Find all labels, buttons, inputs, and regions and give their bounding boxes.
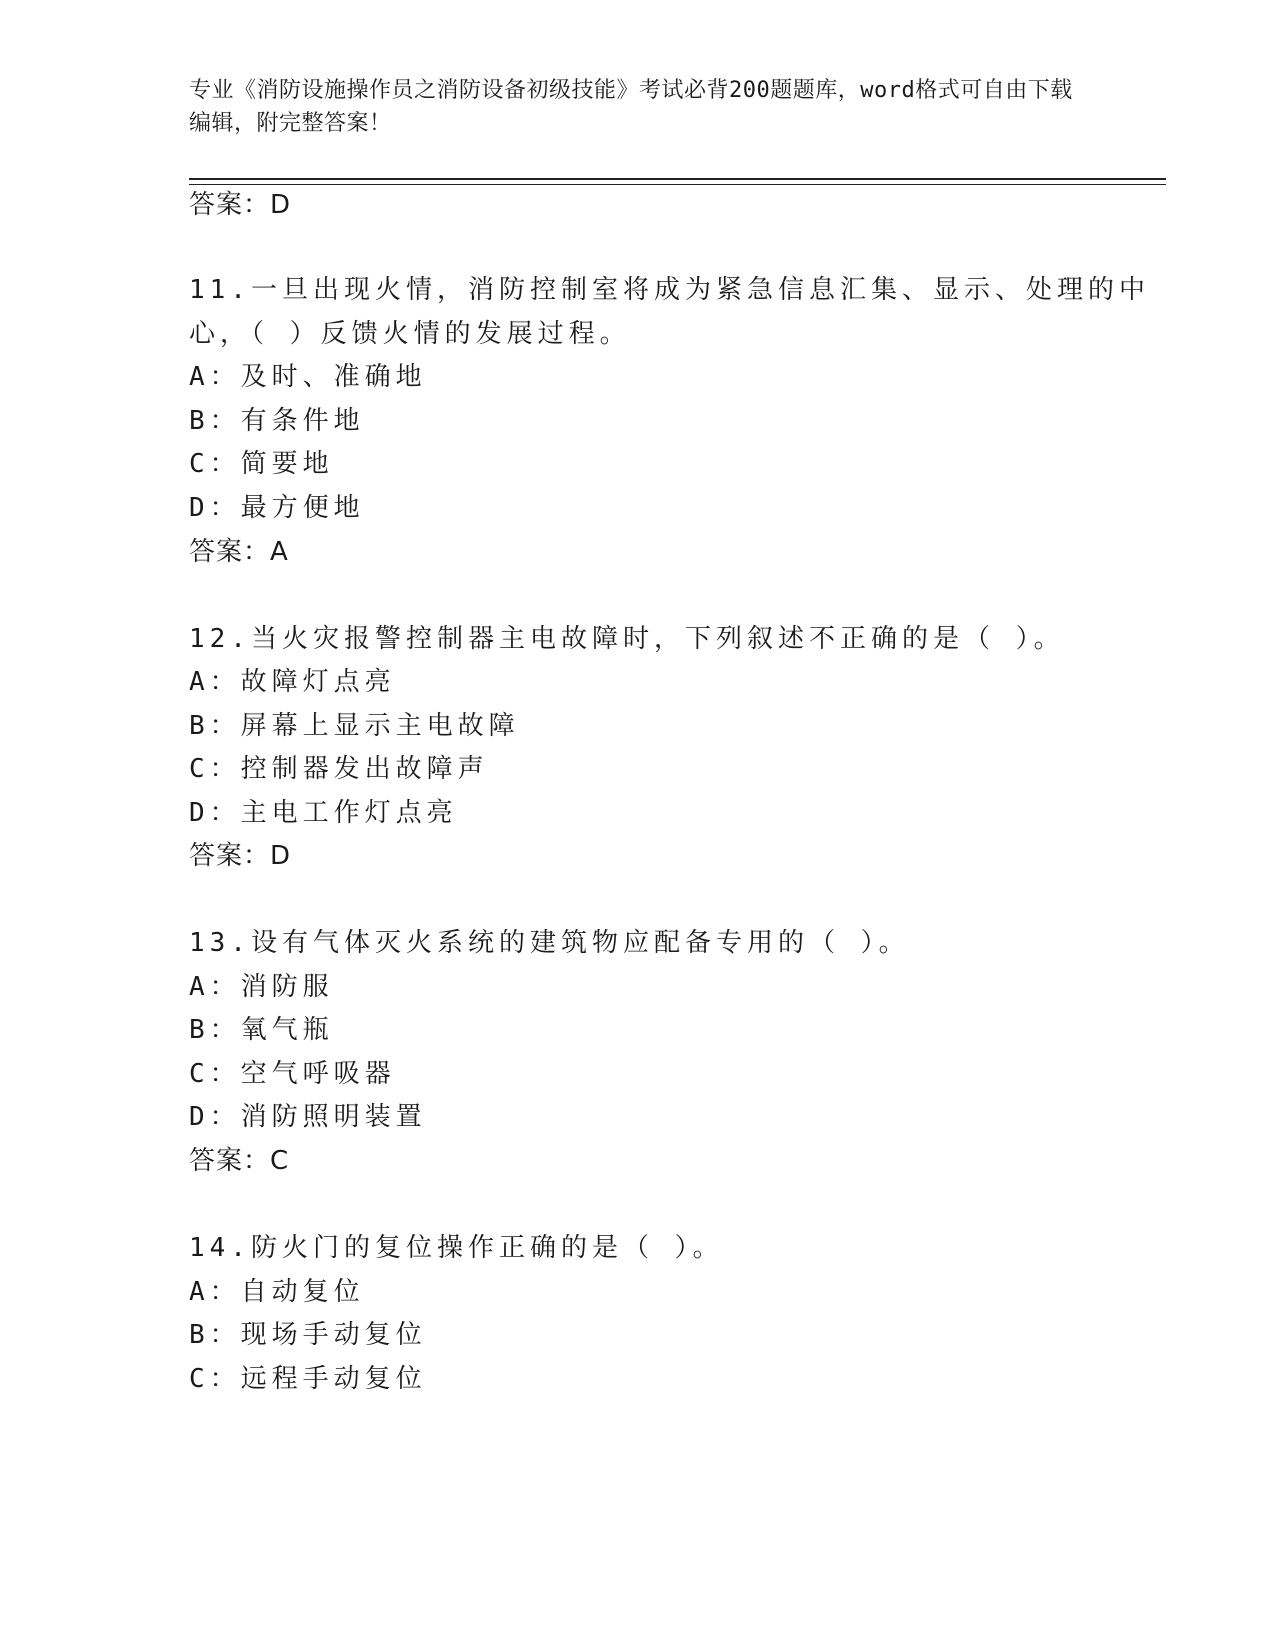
question-13-option-a: A：消防服 <box>189 972 334 1002</box>
question-13-option-b: B：氧气瓶 <box>189 1015 334 1045</box>
question-11-answer: 答案：A <box>189 537 289 567</box>
question-11-text-line1: 11.一旦出现火情，消防控制室将成为紧急信息汇集、显示、处理的中 <box>189 275 1150 305</box>
previous-answer: 答案：D <box>189 190 292 220</box>
question-11-option-b: B：有条件地 <box>189 406 365 436</box>
question-14-text: 14.防火门的复位操作正确的是（ ）。 <box>189 1233 724 1263</box>
question-13-text: 13.设有气体灭火系统的建筑物应配备专用的（ ）。 <box>189 928 910 958</box>
question-13-answer: 答案：C <box>189 1146 290 1176</box>
question-11-option-d: D：最方便地 <box>189 493 365 523</box>
question-12-option-d: D：主电工作灯点亮 <box>189 798 458 828</box>
question-13-option-d: D：消防照明装置 <box>189 1102 427 1132</box>
header-divider-thick <box>189 178 1166 180</box>
question-11-option-c: C：简要地 <box>189 449 334 479</box>
header-divider-thin <box>189 184 1166 185</box>
question-12-option-a: A：故障灯点亮 <box>189 667 396 697</box>
question-12-text: 12.当火灾报警控制器主电故障时，下列叙述不正确的是（ ）。 <box>189 624 1065 654</box>
question-13-option-c: C：空气呼吸器 <box>189 1059 396 1089</box>
question-11-text-line2: 心，（ ）反馈火情的发展过程。 <box>189 319 631 349</box>
question-11-option-a: A：及时、准确地 <box>189 362 427 392</box>
question-12-option-c: C：控制器发出故障声 <box>189 754 489 784</box>
question-14-option-b: B：现场手动复位 <box>189 1320 427 1350</box>
question-12-option-b: B：屏幕上显示主电故障 <box>189 711 520 741</box>
question-14-option-c: C：远程手动复位 <box>189 1364 427 1394</box>
question-12-answer: 答案：D <box>189 841 292 871</box>
document-header: 专业《消防设施操作员之消防设备初级技能》考试必背200题题库，word格式可自由下载编辑，附完整答案！ <box>189 78 1073 136</box>
question-14-option-a: A：自动复位 <box>189 1277 365 1307</box>
